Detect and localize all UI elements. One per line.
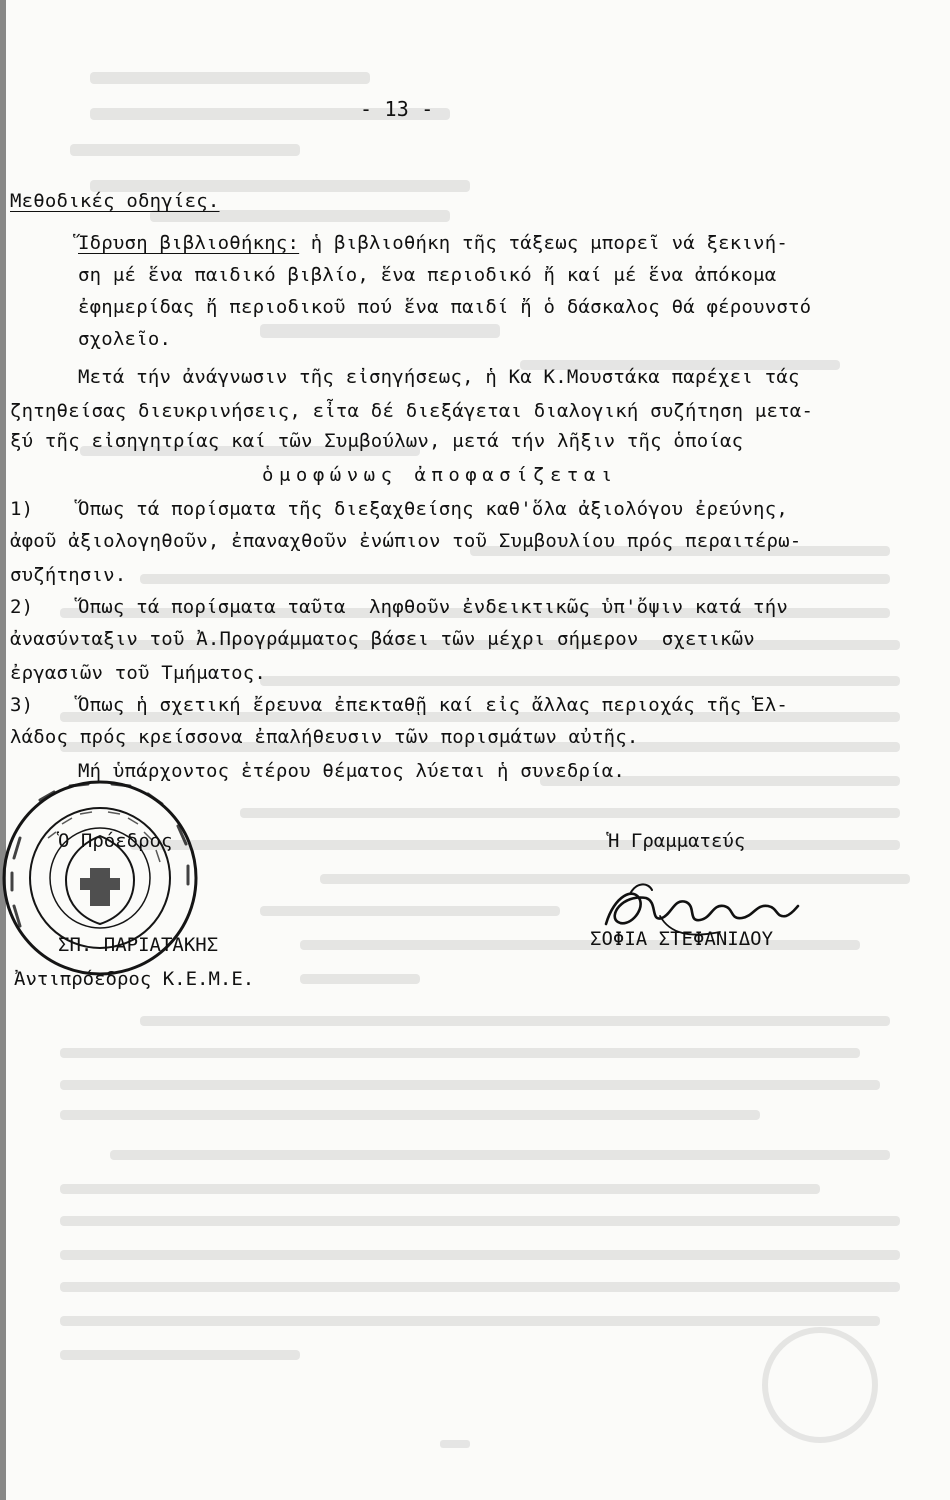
item-1-line-1: Ὅπως τά πορίσματα τῆς διεξαχθείσης καθ'ὅλα ἀξιολόγου ἐρεύνης, [78,498,788,520]
president-role: Ἀντιπρόεδρος Κ.Ε.Μ.Ε. [14,968,255,990]
decision-heading: ὁμοφώνως ἀποφασίζεται [262,464,618,486]
item-1-number: 1) [10,498,34,520]
library-paragraph-line-4: σχολεῖο. [78,328,172,350]
page-number: - 13 - [360,97,434,121]
section-heading: Μεθοδικές οδηγίες. [10,190,220,212]
discussion-line-1: Μετά τήν ἀνάγνωσιν τῆς εἰσηγήσεως, ἡ Κα Κ.Μουστάκα παρέχει τάς [78,366,800,388]
library-line-1-rest: ἡ βιβλιοθήκη τῆς τάξεως μπορεῖ νά ξεκινή- [299,232,788,254]
item-3-line-2: λάδος πρός κρείσσονα ἐπαλήθευσιν τῶν πορισμάτων αὐτῆς. [10,726,639,748]
item-3-number: 3) [10,694,34,716]
scan-edge-shadow [0,0,6,1500]
item-2-number: 2) [10,596,34,618]
closing-line: Μή ὑπάρχοντος ἑτέρου θέματος λύεται ἡ συνεδρία. [78,760,626,782]
discussion-line-2: ζητηθείσας διευκρινήσεις, εἶτα δέ διεξάγεται διαλογική συζήτηση μετα- [10,400,814,422]
item-1-line-2: ἀφοῦ ἀξιολογηθοῦν, ἐπαναχθοῦν ἐνώπιον τοῦ Συμβουλίου πρός περαιτέρω- [10,530,802,552]
discussion-line-3: ξύ τῆς εἰσηγητρίας καί τῶν Συμβούλων, μετά τήν λῆξιν τῆς ὁποίας [10,430,744,452]
library-paragraph-line-1 [78,228,788,258]
item-3-line-1: Ὅπως ἡ σχετική ἔρευνα ἐπεκταθῇ καί εἰς ἄλλας περιοχάς τῆς Ἑλ- [78,694,788,716]
president-name: ΣΠ. ΠΑΡΙΑΤΑΚΗΣ [58,934,219,956]
library-paragraph-line-3: ἐφημερίδας ἤ περιοδικοῦ πού ἕνα παιδί ἤ ὁ δάσκαλος θά φέρουνστό [78,296,812,318]
item-2-line-3: ἐργασιῶν τοῦ Τμήματος. [10,662,267,684]
item-1-line-3: συζήτησιν. [10,564,127,586]
item-2-line-1: Ὅπως τά πορίσματα ταῦτα ληφθοῦν ἐνδεικτικῶς ὑπ'ὄψιν κατά τήν [78,596,788,618]
library-paragraph-line-2: ση μέ ἕνα παιδικό βιβλίο, ἕνα περιοδικό ἤ καί μέ ἕνα ἀπόκομα [78,264,777,286]
item-2-line-2: ἀνασύνταξιν τοῦ Ἀ.Προγράμματος βάσει τῶν μέχρι σήμερον σχετικῶν [10,628,755,650]
secretary-title: Ἡ Γραμματεύς [608,830,746,852]
president-title: Ὁ Πρόεδρος [58,830,173,852]
library-lead-term: Ἵδρυση βιβλιοθήκης: [78,232,300,254]
secretary-name: ΣΟΦΙΑ ΣΤΕΦΑΝΙΔΟΥ [590,928,774,950]
